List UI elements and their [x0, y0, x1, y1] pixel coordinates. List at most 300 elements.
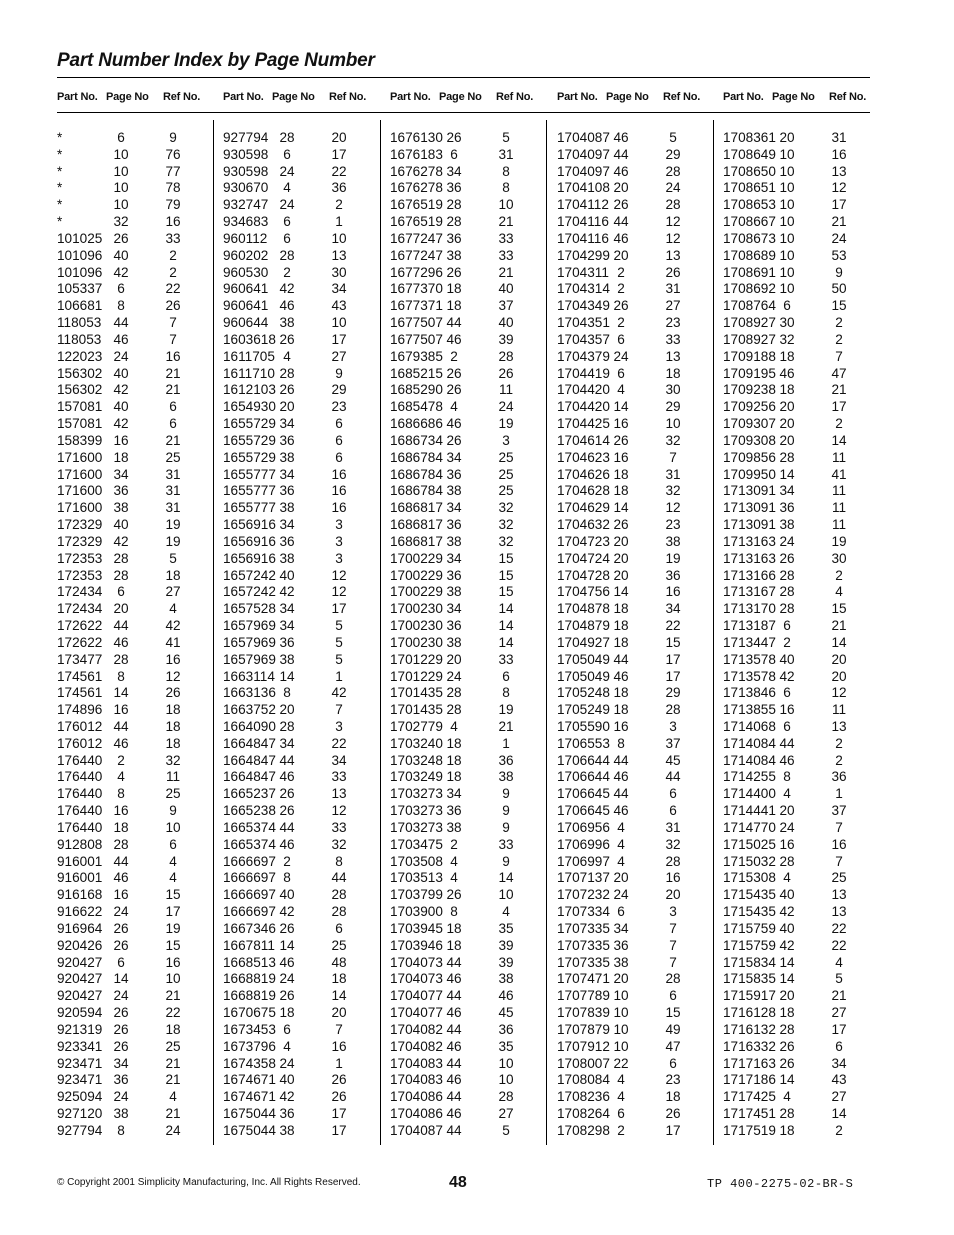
ref-number: 6 [335, 416, 343, 432]
index-row [390, 921, 546, 938]
index-row [557, 887, 713, 904]
page-number-cell: 26 [113, 230, 129, 246]
page-number-cell: 34 [779, 483, 795, 499]
page-number-cell: 18 [446, 752, 462, 768]
page-number-cell: 26 [279, 988, 295, 1004]
ref-number: 25 [165, 1038, 181, 1054]
part-number: 1706997 [557, 853, 610, 869]
index-row [390, 786, 546, 803]
page-number-cell: 46 [446, 1038, 462, 1054]
page-number-cell: 14 [113, 685, 129, 701]
index-row [57, 450, 213, 467]
ref-number: 53 [831, 247, 847, 263]
page-number-cell: 42 [113, 416, 129, 432]
page-number-cell: 20 [613, 247, 629, 263]
part-number: 1716132 [723, 1021, 776, 1037]
part-number: 1677247 [390, 230, 443, 246]
ref-number: 21 [165, 988, 181, 1004]
index-row [223, 685, 379, 702]
part-number: 1707335 [557, 937, 610, 953]
part-number: 1701435 [390, 685, 443, 701]
part-number: 1677296 [390, 264, 443, 280]
ref-number: 18 [165, 718, 181, 734]
index-row [557, 433, 713, 450]
index-row [557, 568, 713, 585]
part-number: 1704632 [557, 517, 610, 533]
ref-number: 17 [165, 904, 181, 920]
ref-number: 35 [498, 920, 514, 936]
page-number-cell: 44 [113, 618, 129, 634]
ref-number: 31 [831, 130, 847, 145]
part-number: 1708692 [723, 281, 776, 297]
index-row [557, 248, 713, 265]
page-number-cell: 10 [613, 1021, 629, 1037]
part-number: 176012 [57, 718, 103, 734]
part-number: 1715025 [723, 836, 776, 852]
index-row [57, 281, 213, 298]
part-number: 1704073 [390, 954, 443, 970]
part-number: 1708673 [723, 230, 776, 246]
ref-number: 33 [331, 819, 347, 835]
ref-number: 8 [502, 163, 510, 179]
part-number: 1655777 [223, 466, 276, 482]
part-number: 1668819 [223, 971, 276, 987]
index-row [390, 399, 546, 416]
ref-number: 14 [498, 601, 514, 617]
page-number-cell: 42 [113, 382, 129, 398]
ref-number: 3 [669, 904, 677, 920]
index-row [557, 1056, 713, 1073]
part-number: 1704116 [557, 230, 609, 246]
part-number: 1705248 [557, 685, 610, 701]
page-number-cell: 28 [779, 853, 795, 869]
page-number-cell: 36 [113, 1072, 129, 1088]
ref-number: 10 [498, 197, 514, 213]
page-number-cell: 34 [446, 786, 462, 802]
page-number-cell: 34 [113, 466, 129, 482]
page-number-cell: 44 [446, 1021, 462, 1037]
part-number: 1704614 [557, 432, 610, 448]
part-number: 1704077 [390, 988, 443, 1004]
ref-number: 9 [502, 853, 510, 869]
part-number: 1704724 [557, 550, 610, 566]
page-number-cell: 34 [446, 550, 462, 566]
page-number-cell: 44 [113, 718, 129, 734]
index-row [57, 231, 213, 248]
part-number: 1676278 [390, 180, 443, 196]
page-number-cell: 28 [779, 567, 795, 583]
index-row [390, 769, 546, 786]
part-number: 1673453 [223, 1021, 276, 1037]
ref-number: 46 [498, 988, 514, 1004]
index-row [557, 702, 713, 719]
page-number-cell: 2 [617, 264, 625, 280]
index-row [557, 180, 713, 197]
ref-number: 10 [165, 819, 181, 835]
page-number-cell: 38 [279, 315, 295, 331]
ref-number: 30 [831, 550, 847, 566]
ref-number: 14 [831, 634, 847, 650]
page-number-cell: 8 [117, 668, 125, 684]
ref-number: 3 [335, 718, 343, 734]
part-number: 1715032 [723, 853, 776, 869]
index-row [723, 382, 879, 399]
ref-number: 41 [165, 634, 181, 650]
page-number-cell: 14 [779, 1072, 795, 1088]
index-row [223, 601, 379, 618]
page-number-cell: 10 [113, 180, 129, 196]
index-row [390, 433, 546, 450]
index-row [57, 164, 213, 181]
index-column [390, 88, 546, 1138]
index-row [57, 736, 213, 753]
index-row [57, 635, 213, 652]
index-row [223, 988, 379, 1005]
index-row [223, 332, 379, 349]
page-number-cell: 24 [113, 348, 129, 364]
part-number: 1686784 [390, 449, 443, 465]
ref-number: 18 [165, 735, 181, 751]
index-row [557, 1022, 713, 1039]
page-number-cell: 44 [613, 651, 629, 667]
ref-number: 12 [831, 180, 847, 196]
ref-number: 16 [331, 1038, 347, 1054]
page-number-cell: 10 [779, 180, 795, 196]
index-column [57, 88, 213, 1138]
page-number-cell: 2 [283, 853, 291, 869]
page-number-cell: 46 [113, 634, 129, 650]
part-number: 1704086 [390, 1089, 443, 1105]
part-number: 1655729 [223, 449, 276, 465]
page-number-cell: 36 [613, 937, 629, 953]
part-number: 1676130 [390, 130, 443, 145]
part-number: 1708651 [723, 180, 776, 196]
page-number-cell: 44 [446, 1089, 462, 1105]
index-row [390, 298, 546, 315]
ref-number: 15 [498, 567, 514, 583]
ref-number: 15 [665, 1005, 681, 1021]
index-row [390, 736, 546, 753]
part-number: 1704097 [557, 163, 610, 179]
part-number: 1657969 [223, 618, 276, 634]
part-number: 1675044 [223, 1106, 276, 1122]
part-number: 1700230 [390, 618, 443, 634]
part-number: 1709950 [723, 466, 776, 482]
index-row [57, 147, 213, 164]
page-number-cell: 4 [617, 853, 625, 869]
part-number: 176440 [57, 819, 103, 835]
page-number-cell: 2 [617, 1122, 625, 1138]
part-number: 1707137 [557, 870, 610, 886]
index-row [557, 1072, 713, 1089]
ref-number: 32 [665, 483, 681, 499]
page-number-cell: 28 [279, 130, 295, 145]
part-number: 912808 [57, 836, 103, 852]
index-row [557, 938, 713, 955]
ref-number: 26 [665, 264, 681, 280]
page-number-cell: 34 [279, 517, 295, 533]
index-row [223, 298, 379, 315]
page-number-cell: 26 [613, 197, 629, 213]
part-number: 927120 [57, 1106, 103, 1122]
index-row [390, 231, 546, 248]
page-number-cell: 46 [613, 230, 629, 246]
ref-number: 36 [831, 769, 847, 785]
part-number: 916964 [57, 920, 103, 936]
index-row [57, 551, 213, 568]
page-number-cell: 20 [779, 432, 795, 448]
ref-number: 10 [331, 315, 347, 331]
index-row [223, 584, 379, 601]
ref-number: 38 [665, 533, 681, 549]
part-number: 1704756 [557, 584, 610, 600]
page-number-cell: 46 [446, 1106, 462, 1122]
page-number-cell: 26 [279, 803, 295, 819]
index-row [723, 820, 879, 837]
ref-number: 16 [831, 146, 847, 162]
page-number-cell: 4 [783, 1089, 791, 1105]
part-number: 1704073 [390, 971, 443, 987]
page-number-cell: 6 [783, 298, 791, 314]
index-row [723, 180, 879, 197]
part-number: 1705049 [557, 668, 610, 684]
part-number: 1663114 [223, 668, 275, 684]
part-number: 1708084 [557, 1072, 610, 1088]
page-number-cell: 46 [279, 298, 295, 314]
ref-number: 34 [331, 752, 347, 768]
ref-number: 16 [665, 584, 681, 600]
ref-number: 36 [498, 1021, 514, 1037]
page-number-cell: 18 [779, 348, 795, 364]
ref-number: 2 [169, 247, 177, 263]
page-number-cell: 38 [446, 819, 462, 835]
index-row [390, 837, 546, 854]
ref-number: 31 [665, 281, 681, 297]
ref-number: 20 [831, 668, 847, 684]
part-number: 1704420 [557, 382, 610, 398]
part-number: 1703945 [390, 920, 443, 936]
part-number: 158399 [57, 432, 103, 448]
ref-number: 37 [498, 298, 514, 314]
part-number: 171600 [57, 449, 103, 465]
ref-number: 25 [165, 449, 181, 465]
ref-number: 9 [502, 803, 510, 819]
page-number-cell: 6 [617, 1106, 625, 1122]
ref-number: 5 [835, 971, 843, 987]
page-number-cell: 10 [779, 163, 795, 179]
index-row [390, 618, 546, 635]
index-row [223, 1005, 379, 1022]
index-row [723, 366, 879, 383]
ref-number: 32 [498, 517, 514, 533]
ref-number: 12 [831, 685, 847, 701]
page-number-cell: 6 [283, 146, 291, 162]
part-number: 1665374 [223, 819, 276, 835]
index-row [723, 164, 879, 181]
page-number-cell: 44 [279, 752, 295, 768]
page-number-cell: 28 [779, 584, 795, 600]
ref-number: 4 [169, 601, 177, 617]
index-row [57, 315, 213, 332]
page-number-cell: 20 [613, 567, 629, 583]
index-row [557, 517, 713, 534]
ref-number: 17 [331, 1122, 347, 1138]
page-number-cell: 10 [779, 247, 795, 263]
part-number: 1708649 [723, 146, 776, 162]
index-row [223, 1022, 379, 1039]
page-number-cell: 24 [113, 1089, 129, 1105]
index-row [390, 971, 546, 988]
page-number-cell: 46 [113, 870, 129, 886]
index-row [723, 769, 879, 786]
page-number-cell: 42 [279, 584, 295, 600]
part-number: 105337 [57, 281, 103, 297]
part-number: 1703799 [390, 887, 443, 903]
index-row [390, 382, 546, 399]
ref-number: 8 [502, 180, 510, 196]
ref-number: 45 [665, 752, 681, 768]
part-number: 1704420 [557, 399, 610, 415]
page-number-cell: 10 [613, 1038, 629, 1054]
index-row [723, 416, 879, 433]
part-number: 1703946 [390, 937, 443, 953]
index-row [223, 500, 379, 517]
index-row [223, 180, 379, 197]
index-row [57, 534, 213, 551]
page-number-cell: 4 [450, 870, 458, 886]
page-number-cell: 24 [279, 163, 295, 179]
index-row [57, 971, 213, 988]
header-page-no: Page No [106, 91, 149, 103]
ref-number: 21 [498, 718, 514, 734]
part-number: 1686734 [390, 432, 443, 448]
index-row [223, 568, 379, 585]
ref-number: 29 [331, 382, 347, 398]
part-number: 927794 [223, 130, 269, 145]
part-number: 1677507 [390, 331, 443, 347]
ref-number: 26 [165, 685, 181, 701]
index-row [723, 248, 879, 265]
ref-number: 31 [665, 466, 681, 482]
index-row [723, 500, 879, 517]
ref-number: 2 [835, 752, 843, 768]
part-number: 1704927 [557, 634, 610, 650]
index-row [57, 652, 213, 669]
part-number: 1715435 [723, 887, 776, 903]
page-number-cell: 24 [779, 533, 795, 549]
part-number: 1657969 [223, 634, 276, 650]
part-number: 101025 [57, 230, 103, 246]
ref-number: 3 [335, 550, 343, 566]
index-row [557, 820, 713, 837]
header-part-no: Part No. [557, 91, 598, 103]
page-title: Part Number Index by Page Number [57, 50, 375, 71]
page-number-cell: 36 [279, 533, 295, 549]
page-number-cell: 8 [117, 1122, 125, 1138]
page-number-cell: 38 [446, 483, 462, 499]
page-number-cell: 18 [613, 466, 629, 482]
page-number-cell: 6 [783, 685, 791, 701]
page-number-cell: 18 [779, 1122, 795, 1138]
page-number-cell: 26 [613, 298, 629, 314]
part-number: 1667346 [223, 920, 276, 936]
page-number-cell: 46 [446, 1072, 462, 1088]
ref-number: 17 [665, 1122, 681, 1138]
page-number-cell: 38 [446, 247, 462, 263]
page-number-cell: 44 [113, 315, 129, 331]
ref-number: 21 [831, 382, 847, 398]
ref-number: 21 [831, 988, 847, 1004]
index-row [723, 349, 879, 366]
page-number-cell: 24 [779, 819, 795, 835]
ref-number: 2 [335, 197, 343, 213]
index-row [57, 769, 213, 786]
ref-number: 4 [169, 853, 177, 869]
ref-number: 6 [169, 836, 177, 852]
part-number: * [57, 130, 63, 145]
part-number: 1713578 [723, 651, 776, 667]
page-number-cell: 44 [113, 853, 129, 869]
part-number: 1703900 [390, 904, 443, 920]
page-number-cell: 28 [113, 836, 129, 852]
page-number-cell: 36 [279, 634, 295, 650]
ref-number: 32 [165, 752, 181, 768]
part-number: 1663136 [223, 685, 276, 701]
index-row [223, 1039, 379, 1056]
index-row [390, 147, 546, 164]
part-number: 101096 [57, 247, 103, 263]
part-number: 1704351 [557, 315, 610, 331]
page-number-cell: 40 [113, 247, 129, 263]
ref-number: 47 [665, 1038, 681, 1054]
page-number-cell: 8 [117, 298, 125, 314]
page-number-cell: 2 [283, 264, 291, 280]
index-row [223, 248, 379, 265]
ref-number: 43 [831, 1072, 847, 1088]
ref-number: 12 [331, 803, 347, 819]
index-row [57, 921, 213, 938]
page-number-cell: 38 [113, 500, 129, 516]
page-number-cell: 14 [779, 954, 795, 970]
page-number-cell: 16 [613, 449, 629, 465]
part-number: 1714084 [723, 752, 776, 768]
index-row [223, 820, 379, 837]
index-row [557, 601, 713, 618]
index-row [723, 1072, 879, 1089]
ref-number: 15 [165, 937, 181, 953]
index-row [723, 938, 879, 955]
page-number-cell: 46 [446, 971, 462, 987]
ref-number: 25 [331, 937, 347, 953]
part-number: 960644 [223, 315, 269, 331]
part-number: 101096 [57, 264, 103, 280]
page-number-cell: 10 [113, 146, 129, 162]
index-row [390, 315, 546, 332]
ref-number: 24 [498, 399, 514, 415]
part-number: 1703248 [390, 752, 443, 768]
index-row [57, 955, 213, 972]
page-number-cell: 26 [279, 786, 295, 802]
header-part-no: Part No. [390, 91, 431, 103]
part-number: 1708927 [723, 315, 776, 331]
index-row [390, 1072, 546, 1089]
part-number: 1655777 [223, 483, 276, 499]
part-number: 920427 [57, 988, 103, 1004]
index-row [57, 197, 213, 214]
page-number-cell: 28 [779, 449, 795, 465]
part-number: 1676183 [390, 146, 443, 162]
ref-number: 10 [498, 887, 514, 903]
